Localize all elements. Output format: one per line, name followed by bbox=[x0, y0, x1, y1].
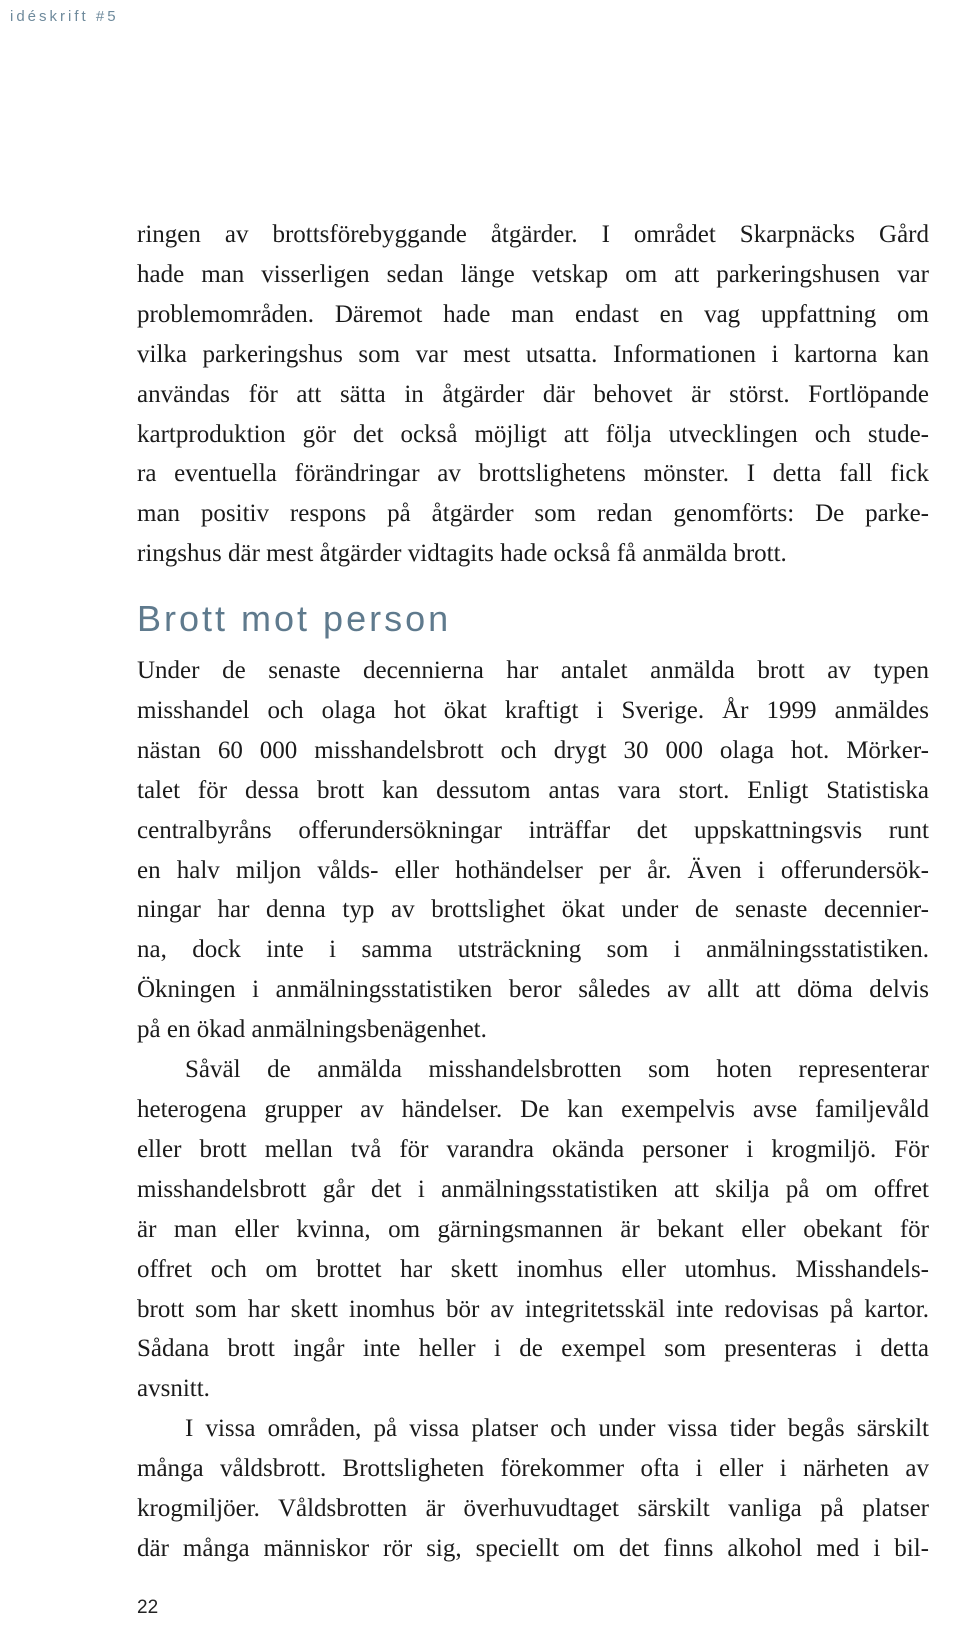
text-line: eller brott mellan två för varandra okända personer i krogmiljö. För bbox=[137, 1135, 929, 1163]
text-line: är man eller kvinna, om gärningsmannen är bekant eller obekant för bbox=[137, 1215, 929, 1243]
text-line: Under de senaste decennierna har antalet anmälda brott av typen bbox=[137, 657, 929, 684]
page-number: 22 bbox=[137, 1597, 159, 1618]
text-line: ringshus där mest åtgärder vidtagits hade också få anmälda brott. bbox=[137, 540, 787, 568]
text-line: användas för att sätta in åtgärder där behovet är störst. Fortlöpande bbox=[137, 380, 929, 408]
text-line: en halv miljon vålds- eller hothändelser per år. Även i offerundersök- bbox=[137, 856, 929, 884]
text-line: ringen av brottsförebyggande åtgärder. I området Skarpnäcks Gård bbox=[137, 221, 929, 248]
text-line: ra eventuella förändringar av brottslighetens mönster. I detta fall fick bbox=[137, 460, 929, 488]
paragraph-2 bbox=[137, 1050, 929, 1409]
text-line: centralbyråns offerundersökningar inträffar det uppskattningsvis runt bbox=[137, 816, 929, 844]
text-line: kartproduktion gör det också möjligt att följa utvecklingen och stude- bbox=[137, 420, 929, 448]
text-line: på en ökad anmälningsbenägenhet. bbox=[137, 1016, 487, 1044]
section-heading: Brott mot person bbox=[137, 598, 452, 639]
text-line: na, dock inte i samma utsträckning som i anmälningsstatistiken. bbox=[137, 936, 929, 964]
text-line: Såväl de anmälda misshandelsbrotten som hoten representerar bbox=[185, 1056, 929, 1084]
paragraph-3 bbox=[137, 1409, 929, 1569]
text-line: där många människor rör sig, speciellt om det finns alkohol med i bil- bbox=[137, 1534, 929, 1562]
text-line: nästan 60 000 misshandelsbrott och drygt 30 000 olaga hot. Mörker- bbox=[137, 736, 929, 764]
text-line: Sådana brott ingår inte heller i de exempel som presenteras i detta bbox=[137, 1335, 929, 1363]
intro-paragraph bbox=[137, 215, 929, 574]
paragraph-1 bbox=[137, 651, 929, 1050]
text-line: ningar har denna typ av brottslighet ökat under de senaste decennier- bbox=[137, 896, 929, 924]
text-line: heterogena grupper av händelser. De kan exempelvis avse familjevåld bbox=[137, 1095, 929, 1123]
text-line: talet för dessa brott kan dessutom antas vara stort. Enligt Statistiska bbox=[137, 776, 929, 804]
text-line: misshandel och olaga hot ökat kraftigt i Sverige. År 1999 anmäldes bbox=[137, 696, 929, 724]
text-line: man positiv respons på åtgärder som redan genomförts: De parke- bbox=[137, 500, 929, 528]
text-line: hade man visserligen sedan länge vetskap om att parkeringshusen var bbox=[137, 260, 929, 288]
text-line: avsnitt. bbox=[137, 1375, 210, 1403]
text-line: vilka parkeringshus som var mest utsatta. Informationen i kartorna kan bbox=[137, 340, 929, 368]
text-line: problemområden. Däremot hade man endast en vag uppfattning om bbox=[137, 300, 929, 328]
text-line: många våldsbrott. Brottsligheten förekommer ofta i eller i närheten av bbox=[137, 1455, 929, 1483]
running-header: idéskrift #5 bbox=[10, 8, 119, 25]
text-line: I vissa områden, på vissa platser och under vissa tider begås särskilt bbox=[185, 1415, 929, 1443]
text-line: brott som har skett inomhus bör av integritetsskäl inte redovisas på kartor. bbox=[137, 1295, 929, 1323]
text-line: krogmiljöer. Våldsbrotten är överhuvudtaget särskilt vanliga på platser bbox=[137, 1495, 929, 1523]
text-line: Ökningen i anmälningsstatistiken beror således av allt att döma delvis bbox=[137, 976, 929, 1004]
section-body bbox=[137, 651, 929, 1569]
text-line: misshandelsbrott går det i anmälningsstatistiken att skilja på om offret bbox=[137, 1175, 929, 1203]
text-line: offret och om brottet har skett inomhus eller utomhus. Misshandels- bbox=[137, 1255, 929, 1283]
